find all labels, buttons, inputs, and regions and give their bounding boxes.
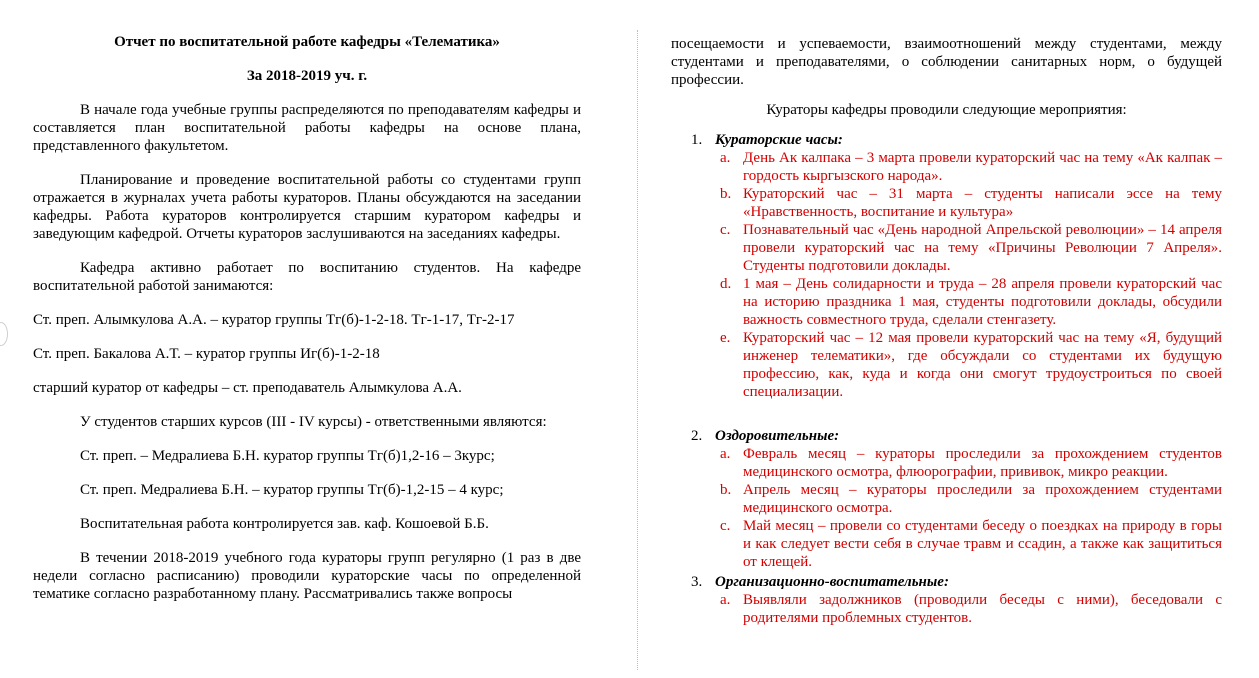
list-item (671, 481, 1222, 517)
list-item (671, 275, 1222, 329)
section-title: Оздоровительные: (715, 428, 840, 444)
list-item (671, 329, 1222, 401)
document-subtitle: За 2018-2019 уч. г. (246, 68, 368, 84)
item-letter: b. (720, 186, 732, 202)
left-page (33, 33, 581, 619)
senior-courses-line: У студентов старших курсов (III - IV курсы) - ответственными являются: (80, 414, 547, 430)
list-item (671, 445, 1222, 481)
item-text: Выявляли задолжников (проводили беседы с ними), беседовали с родителями проблемных студентов. (743, 592, 1222, 626)
item-text: День Ак калпака – 3 марта провели кураторский час на тему «Ак калпак – гордость кыргызского народа». (743, 150, 1222, 184)
page-edge-marker (0, 322, 8, 346)
paragraph-3: Кафедра активно работает по воспитанию студентов. На кафедре воспитательной работой занимаются: (33, 260, 581, 294)
control-line: Воспитательная работа контролируется зав. каф. Кошоевой Б.Б. (80, 516, 489, 532)
section-health (671, 427, 1222, 571)
item-text: Познавательный час «День народной Апрельской революции» – 14 апреля провели кураторский час на тему «Причины Революции 7 Апреля». Студенты подготовили доклады. (743, 222, 1222, 274)
item-text: Февраль месяц – кураторы проследили за прохождением студентов медицинского осмотра, флюорографии, прививок, микро реакции. (743, 446, 1222, 480)
section-organizational (671, 573, 1222, 627)
paragraph-2: Планирование и проведение воспитательной работы со студентами групп отражается в журналах учета работы кураторов. Планы обсуждаются на заседании кафедры. Работа кураторов контролируется старшим куратором кафедры и заведующим кафедрой. Отчеты кураторов заслушиваются на заседаниях кафедры. (33, 172, 581, 242)
item-text: Апрель месяц – кураторы проследили за прохождением студентами медицинского осмотра. (743, 482, 1222, 516)
document-title: Отчет по воспитательной работе кафедры «Телематика» (114, 34, 500, 50)
list-item (671, 221, 1222, 275)
senior-curator-line: старший куратор от кафедры – ст. преподаватель Алымкулова А.А. (33, 380, 462, 396)
section-title: Организационно-воспитательные: (715, 574, 949, 590)
paragraph-4: В течении 2018-2019 учебного года кураторы групп регулярно (1 раз в две недели согласно расписанию) проводили кураторские часы по определенной тематике согласно разработанному плану. Рассматривались также вопросы (33, 550, 581, 602)
item-letter: b. (720, 482, 732, 498)
continuation-paragraph: посещаемости и успеваемости, взаимоотношений между студентами, между студентами и преподавателями, о соблюдении санитарных норм, о будущей профессии. (671, 36, 1222, 88)
section-curator-hours (671, 131, 1222, 401)
curator-line-1: Ст. преп. Алымкулова А.А. – куратор группы Тг(б)-1-2-18. Тг-1-17, Тг-2-17 (33, 312, 515, 328)
list-item (671, 149, 1222, 185)
item-letter: e. (720, 330, 731, 346)
section-number: 3. (691, 574, 703, 590)
curator-line-4: Ст. преп. Медралиева Б.Н. – куратор группы Тг(б)-1,2-15 – 4 курс; (80, 482, 504, 498)
section-items (671, 149, 1222, 401)
column-divider (637, 30, 638, 670)
item-letter: a. (720, 592, 731, 608)
item-letter: a. (720, 150, 731, 166)
events-heading: Кураторы кафедры проводили следующие мероприятия: (766, 102, 1127, 118)
curator-line-3: Ст. преп. – Медралиева Б.Н. куратор группы Тг(б)1,2-16 – 3курс; (80, 448, 495, 464)
item-text: Кураторский час – 31 марта – студенты написали эссе на тему «Нравственность, воспитание и культура» (743, 186, 1222, 220)
list-item (671, 591, 1222, 627)
list-item (671, 185, 1222, 221)
item-text: 1 мая – День солидарности и труда – 28 апреля провели кураторский час на историю праздника 1 мая, студенты подготовили доклады, обсудили важность совместного труда, сделали стенгазету. (743, 276, 1222, 328)
item-text: Май месяц – провели со студентами беседу о поездках на природу в горы и как следует вести себя в случае травм и ссадин, а также как защититься от клещей. (743, 518, 1222, 570)
section-title: Кураторские часы: (715, 132, 843, 148)
section-items (671, 445, 1222, 571)
right-page (671, 35, 1222, 627)
item-letter: c. (720, 518, 731, 534)
item-letter: a. (720, 446, 731, 462)
paragraph-1: В начале года учебные группы распределяются по преподавателям кафедры и составляется план воспитательной работы кафедры на основе плана, представленного факультетом. (33, 102, 581, 154)
curator-line-2: Ст. преп. Бакалова А.Т. – куратор группы Иг(б)-1-2-18 (33, 346, 380, 362)
item-text: Кураторский час – 12 мая провели кураторский час на тему «Я, будущий инженер телематики», где обсуждали со студентами их будущую профессию, как, куда и когда они смогут трудоустроиться по своей специализации. (743, 330, 1222, 400)
spacer (671, 401, 1222, 427)
item-letter: d. (720, 276, 732, 292)
section-number: 1. (691, 132, 703, 148)
section-number: 2. (691, 428, 703, 444)
item-letter: c. (720, 222, 731, 238)
section-items (671, 591, 1222, 627)
list-item (671, 517, 1222, 571)
